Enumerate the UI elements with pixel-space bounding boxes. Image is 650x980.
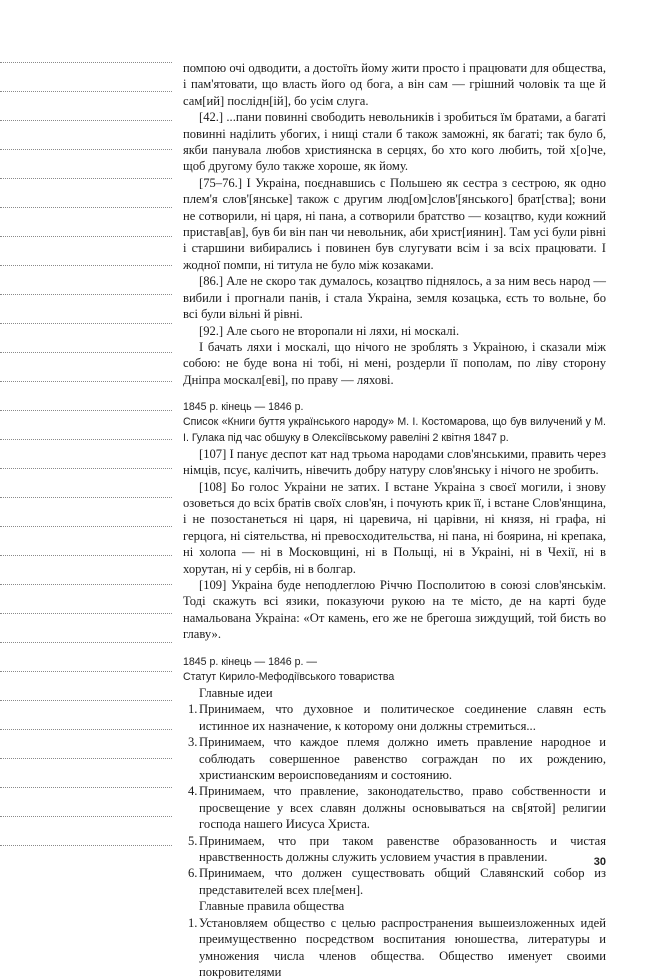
list-item: 3. Принимаем, что каждое племя должно иметь правление народное и соблюдать совершенное равенство сограждан по их рождению, христианским вероисповеданиям и состоянию.: [188, 735, 606, 783]
page-content: [183, 60, 606, 980]
note-line: [0, 671, 172, 672]
note-line: [0, 236, 172, 237]
paragraph: І бачать ляхи і москалі, що нічого не зроблять з Украіною, і сказали між собою: не буде вона ні тобі, ні мені, роздерли її пополам, по ліву сторону Дніпра москал[еві], по праву — ляхові.: [183, 339, 606, 387]
list-item: 5. Принимаем, что при таком равенстве образованность и чистая нравственность должны служить условием участия в правлении.: [188, 833, 606, 865]
paragraph: [92.] Але сього не второпали ні ляхи, ні москалі.: [199, 323, 460, 338]
document-date: 1845 р. кінець — 1846 р. —: [183, 655, 317, 668]
notes-margin: [0, 62, 172, 862]
note-line: [0, 207, 172, 208]
note-line: [0, 381, 172, 382]
note-line: [0, 816, 172, 817]
note-line: [0, 468, 172, 469]
note-line: [0, 729, 172, 730]
note-line: [0, 439, 172, 440]
note-line: [0, 178, 172, 179]
note-line: [0, 149, 172, 150]
note-line: [0, 352, 172, 353]
list-item: 4. Принимаем, что правление, законодательство, право собственности и просвещение у всех славян должны основываться на св[ятой] религии господа нашего Иисуса Христа.: [188, 784, 606, 832]
note-line: [0, 265, 172, 266]
note-line: [0, 323, 172, 324]
section-heading: Главные правила общества: [199, 899, 345, 914]
note-line: [0, 526, 172, 527]
paragraph: [109] Украіна буде неподлеглою Річчю Посполитою в союзі слов'янськім. Тоді скажуть всі язики, показуючи рукою на те місто, де на карті буде намальована Украіна: «От камень, его же не брегоша зиждущий, той бисть во главу».: [183, 577, 606, 642]
note-line: [0, 845, 172, 846]
note-line: [0, 91, 172, 92]
note-line: [0, 642, 172, 643]
note-line: [0, 613, 172, 614]
paragraph: [108] Бо голос Украіни не затих. І встане Украіна з своєї могили, і знову озоветься до всіх братів своїх слов'ян, і почують крик її, і встане Слов'янщина, і не позостанеться ні царя, ні царевича, ні царівни, ні князя, ні графа, ні герцога, ні сіятельства, ні превосходительства, ні пана, ні боярина, ні крепака, ні холопа — ні в Московщині, ні в Польщі, ні в Украіні, ні в Чехії, ні в хорутан, ні у сербів, ні в болгар.: [183, 479, 606, 576]
list-item: 1. Установляем общество с целью распространения вышеизложенных идей преимущественно посредством воспитания юношества, литературы и умножения числа членов общества. Общество именует своими покровителями: [188, 915, 606, 979]
note-line: [0, 555, 172, 556]
list-item: 1. Принимаем, что духовное и политическое соединение славян есть истинное их назначение, к которому они должны стремиться...: [188, 702, 606, 733]
note-line: [0, 62, 172, 63]
note-line: [0, 497, 172, 498]
document-source: Статут Кирило-Мефодіївського товариства: [183, 670, 395, 683]
page-number: 30: [593, 856, 606, 868]
note-line: [0, 584, 172, 585]
list-item: 6. Принимаем, что должен существовать общий Славянский собор из представителей всех пле[мен].: [188, 866, 606, 897]
note-line: [0, 787, 172, 788]
document-source: Список «Книги буття українського народу» М. І. Костомарова, що був вилучений у М. І. Гулака під час обшуку в Олексіївському равеліні 2 квітня 1847 р.: [183, 416, 606, 444]
note-line: [0, 410, 172, 411]
note-line: [0, 700, 172, 701]
paragraph: [75–76.] І Украіна, поєднавшись с Польшею як сестра з сестрою, як одно плем'я слов'[янське] також с другим люд[ом]слов'[янського] брат[ства]; вони не сотворили, ні царя, ні пана, а сотворили братство — козацтво, куди кожний пристав[ав], був би він пан чи невольник, аби христ[иянин]. Там усі були рівні і старшини вибирались і повинен був слугувати всім і за всіх працювати. І жодної помпи, ні титула не було між козаками.: [183, 175, 606, 272]
note-line: [0, 294, 172, 295]
paragraph: [107] І панує деспот кат над трьома народами слов'янськими, править через німців, псує, калічить, нівечить добру натуру слов'янську і нічого не зробить.: [183, 446, 606, 478]
note-line: [0, 120, 172, 121]
section-heading: Главные идеи: [199, 686, 273, 701]
paragraph: [42.] ...пани повинні свободить невольників і зробиться їм братами, а багаті повинні наділить убогих, і нищі стали б також заможні, як багаті; так було б, якби панувала любов християнска в серцях, бо хто кого любить, той х[о]че, щоб другому було также хороше, як йому.: [183, 110, 606, 174]
paragraph: [86.] Але не скоро так думалось, козацтво піднялось, а за ним весь народ — вибили і прогнали панів, і стала Украіна, земля козацька, єсть то вольне, бо всі були вільні й рівні.: [183, 274, 606, 322]
document-date: 1845 р. кінець — 1846 р.: [183, 401, 304, 414]
paragraph: помпою очі одводити, а достоїть йому жити просто і працювати для общества, і пам'ятовати, що власть його од бога, а він сам — грішний чоловік та ще й сам[ий] послідн[ій], бо усім слуга.: [183, 61, 606, 108]
note-line: [0, 758, 172, 759]
